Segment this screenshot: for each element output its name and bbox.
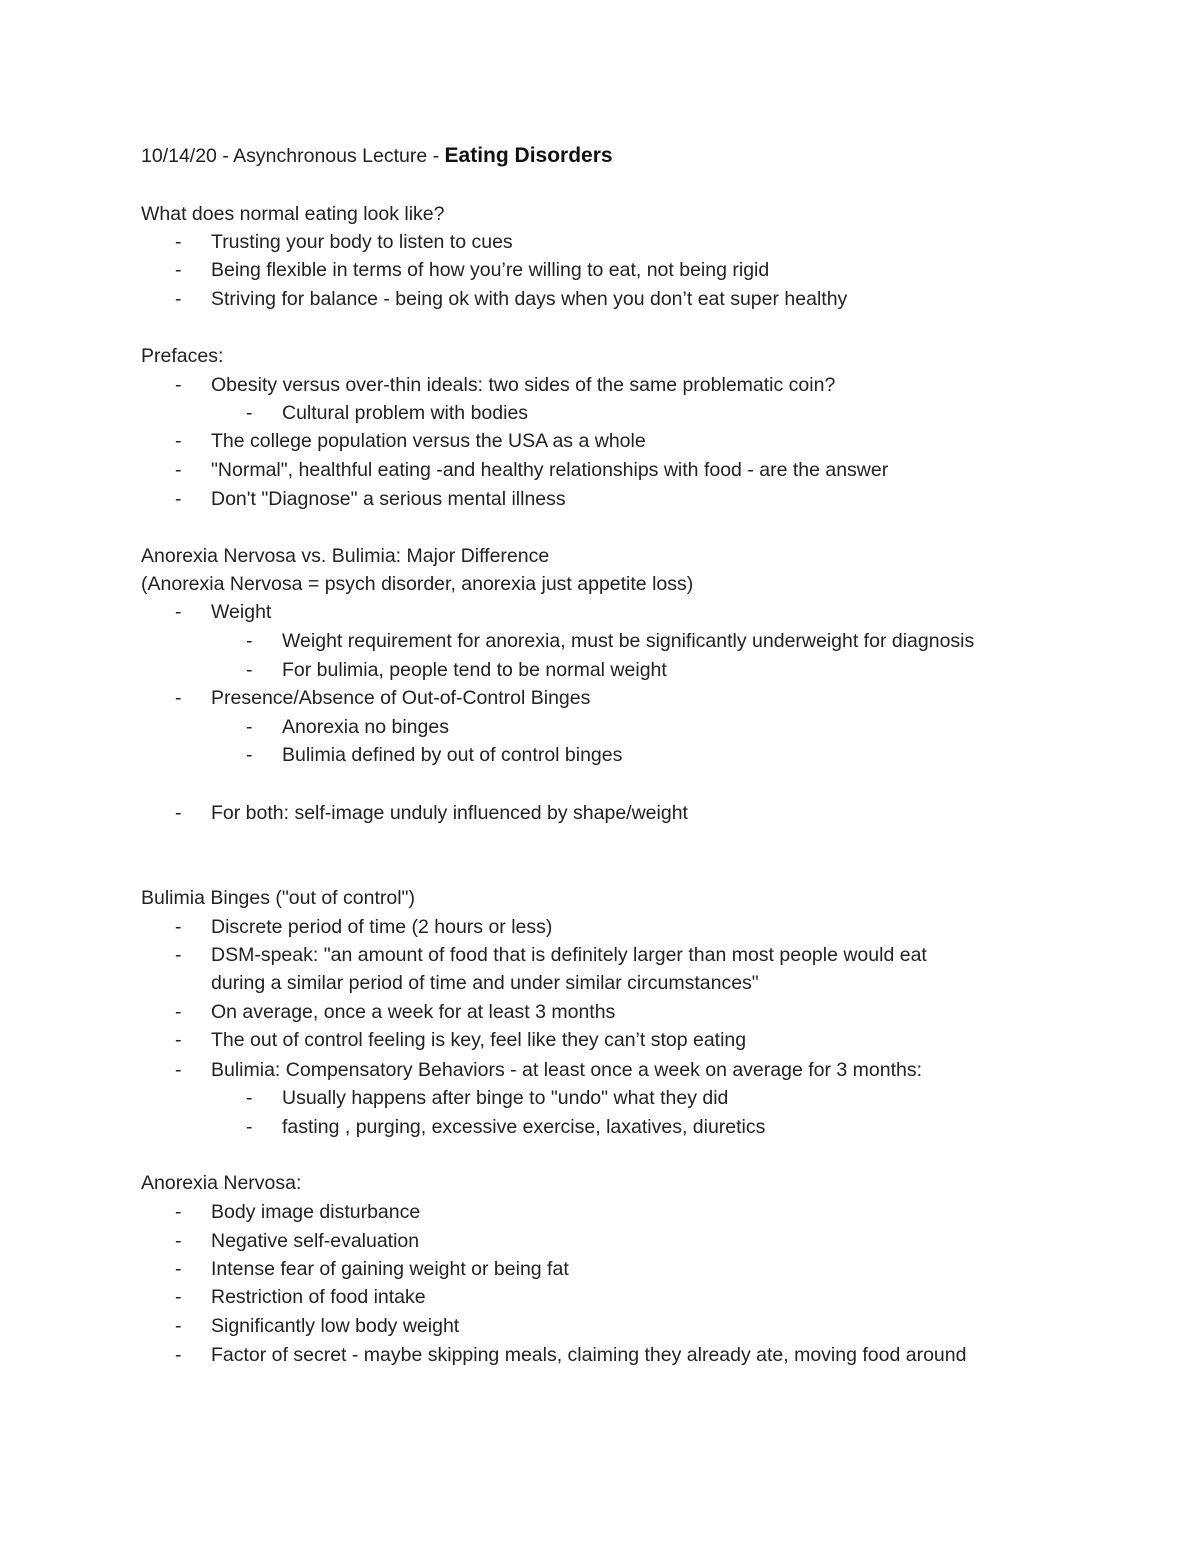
list-item: Negative self-evaluation (211, 1230, 420, 1252)
bullet: - (175, 430, 182, 452)
list-item: The out of control feeling is key, feel like they can’t stop eating (211, 1029, 747, 1051)
section-heading: Anorexia Nervosa vs. Bulimia: Major Difference (141, 545, 550, 567)
sub-bullet: - (246, 1087, 253, 1109)
list-item: Presence/Absence of Out-of-Control Binges (211, 687, 591, 709)
bullet: - (175, 374, 182, 396)
list-item: Being flexible in terms of how you’re willing to eat, not being rigid (211, 259, 770, 281)
bullet: - (175, 259, 182, 281)
title-prefix: 10/14/20 - Asynchronous Lecture - (141, 145, 445, 167)
bullet: - (175, 601, 182, 623)
list-item: Striving for balance - being ok with days when you don’t eat super healthy (211, 288, 848, 310)
sub-bullet: - (246, 716, 253, 738)
section-heading: Anorexia Nervosa: (141, 1172, 302, 1194)
bullet: - (175, 459, 182, 481)
bullet: - (175, 1286, 182, 1308)
list-item: On average, once a week for at least 3 months (211, 1001, 616, 1023)
sub-list-item: fasting , purging, excessive exercise, laxatives, diuretics (282, 1116, 766, 1138)
list-item: Weight (211, 601, 272, 623)
sub-bullet: - (246, 659, 253, 681)
list-item: "Normal", healthful eating -and healthy relationships with food - are the answer (211, 459, 889, 481)
list-item: Trusting your body to listen to cues (211, 231, 513, 253)
list-item: Significantly low body weight (211, 1315, 460, 1337)
bullet: - (175, 687, 182, 709)
list-item: Body image disturbance (211, 1201, 421, 1223)
title-bold: Eating Disorders (444, 144, 613, 167)
document-title (141, 142, 613, 170)
bullet: - (175, 288, 182, 310)
sub-list-item: Bulimia defined by out of control binges (282, 744, 623, 766)
list-item: Restriction of food intake (211, 1286, 426, 1308)
list-item: Intense fear of gaining weight or being fat (211, 1258, 569, 1280)
sub-list-item: Usually happens after binge to "undo" what they did (282, 1087, 729, 1109)
sub-list-item: Weight requirement for anorexia, must be significantly underweight for diagnosis (282, 630, 975, 652)
bullet: - (175, 1258, 182, 1280)
bullet: - (175, 916, 182, 938)
sub-list-item: Anorexia no binges (282, 716, 449, 738)
sub-bullet: - (246, 1116, 253, 1138)
bullet: - (175, 1001, 182, 1023)
section-subheading: (Anorexia Nervosa = psych disorder, anorexia just appetite loss) (141, 573, 694, 595)
list-item: The college population versus the USA as a whole (211, 430, 646, 452)
bullet: - (175, 1201, 182, 1223)
list-item: Discrete period of time (2 hours or less) (211, 916, 553, 938)
section-heading: What does normal eating look like? (141, 203, 445, 225)
list-item: Don't "Diagnose" a serious mental illness (211, 488, 566, 510)
section-heading: Bulimia Binges ("out of control") (141, 887, 415, 909)
bullet: - (175, 1315, 182, 1337)
bullet: - (175, 944, 182, 966)
sub-bullet: - (246, 402, 253, 424)
bullet: - (175, 1230, 182, 1252)
list-item: Factor of secret - maybe skipping meals, claiming they already ate, moving food around (211, 1344, 967, 1366)
list-item: Obesity versus over-thin ideals: two sides of the same problematic coin? (211, 374, 836, 396)
bullet: - (175, 1029, 182, 1051)
bullet: - (175, 1344, 182, 1366)
bullet: - (175, 488, 182, 510)
sub-list-item: For bulimia, people tend to be normal weight (282, 659, 667, 681)
sub-bullet: - (246, 744, 253, 766)
bullet: - (175, 802, 182, 824)
section-heading: Prefaces: (141, 345, 224, 367)
sub-bullet: - (246, 630, 253, 652)
bullet: - (175, 231, 182, 253)
list-item: Bulimia: Compensatory Behaviors - at least once a week on average for 3 months: (211, 1059, 923, 1081)
list-item: DSM-speak: "an amount of food that is definitely larger than most people would eat (211, 944, 927, 966)
list-item: For both: self-image unduly influenced by shape/weight (211, 802, 688, 824)
bullet: - (175, 1059, 182, 1081)
sub-list-item: Cultural problem with bodies (282, 402, 529, 424)
list-item-continuation: during a similar period of time and under similar circumstances" (211, 972, 759, 994)
